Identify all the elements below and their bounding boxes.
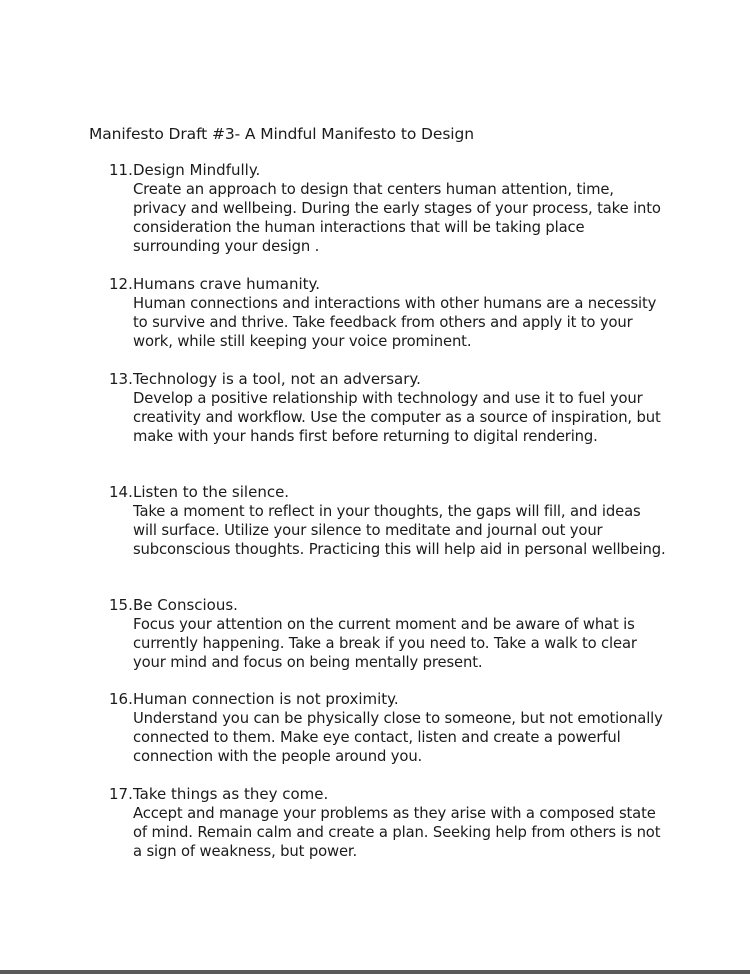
- item-title: Listen to the silence.: [133, 483, 290, 501]
- item-body: Accept and manage your problems as they arise with a composed state of mind. Remain calm and create a plan. Seeking help from others is not a sign of weakness, but power.: [133, 805, 661, 860]
- item-body: Create an approach to design that centers human attention, time, privacy and wellbeing. During the early stages of your process, take into consideration the human interactions that will be taking place surrounding your design .: [133, 181, 661, 255]
- page-bottom-edge: [0, 970, 750, 974]
- item-body: Human connections and interactions with other humans are a necessity to survive and thrive. Take feedback from others and apply it to your work, while still keeping your voice prominent.: [133, 295, 657, 350]
- item-title: Be Conscious.: [133, 596, 238, 614]
- item-number: 17.: [109, 785, 133, 803]
- document-title: Manifesto Draft #3- A Mindful Manifesto to Design: [89, 125, 474, 143]
- item-body: Take a moment to reflect in your thoughts, the gaps will fill, and ideas will surface. Utilize your silence to meditate and journal out your subconscious thoughts. Practicing this will help aid in personal wellbeing.: [133, 503, 666, 558]
- item-number: 16.: [109, 690, 133, 708]
- item-number: 14.: [109, 483, 133, 501]
- item-body: Understand you can be physically close to someone, but not emotionally connected to them. Make eye contact, listen and create a powerful connection with the people around you.: [133, 710, 663, 765]
- item-title: Take things as they come.: [133, 785, 329, 803]
- item-number: 13.: [109, 370, 133, 388]
- item-number: 15.: [109, 596, 133, 614]
- item-number: 12.: [109, 275, 133, 293]
- item-body: Focus your attention on the current moment and be aware of what is currently happening. Take a break if you need to. Take a walk to clear your mind and focus on being mentally present.: [133, 616, 637, 671]
- item-number: 11.: [109, 161, 133, 179]
- item-title: Technology is a tool, not an adversary.: [133, 370, 421, 388]
- item-body: Develop a positive relationship with technology and use it to fuel your creativity and workflow. Use the computer as a source of inspiration, but make with your hands first before returning to digital rendering.: [133, 390, 661, 445]
- item-title: Humans crave humanity.: [133, 275, 321, 293]
- item-title: Human connection is not proximity.: [133, 690, 399, 708]
- item-title: Design Mindfully.: [133, 161, 261, 179]
